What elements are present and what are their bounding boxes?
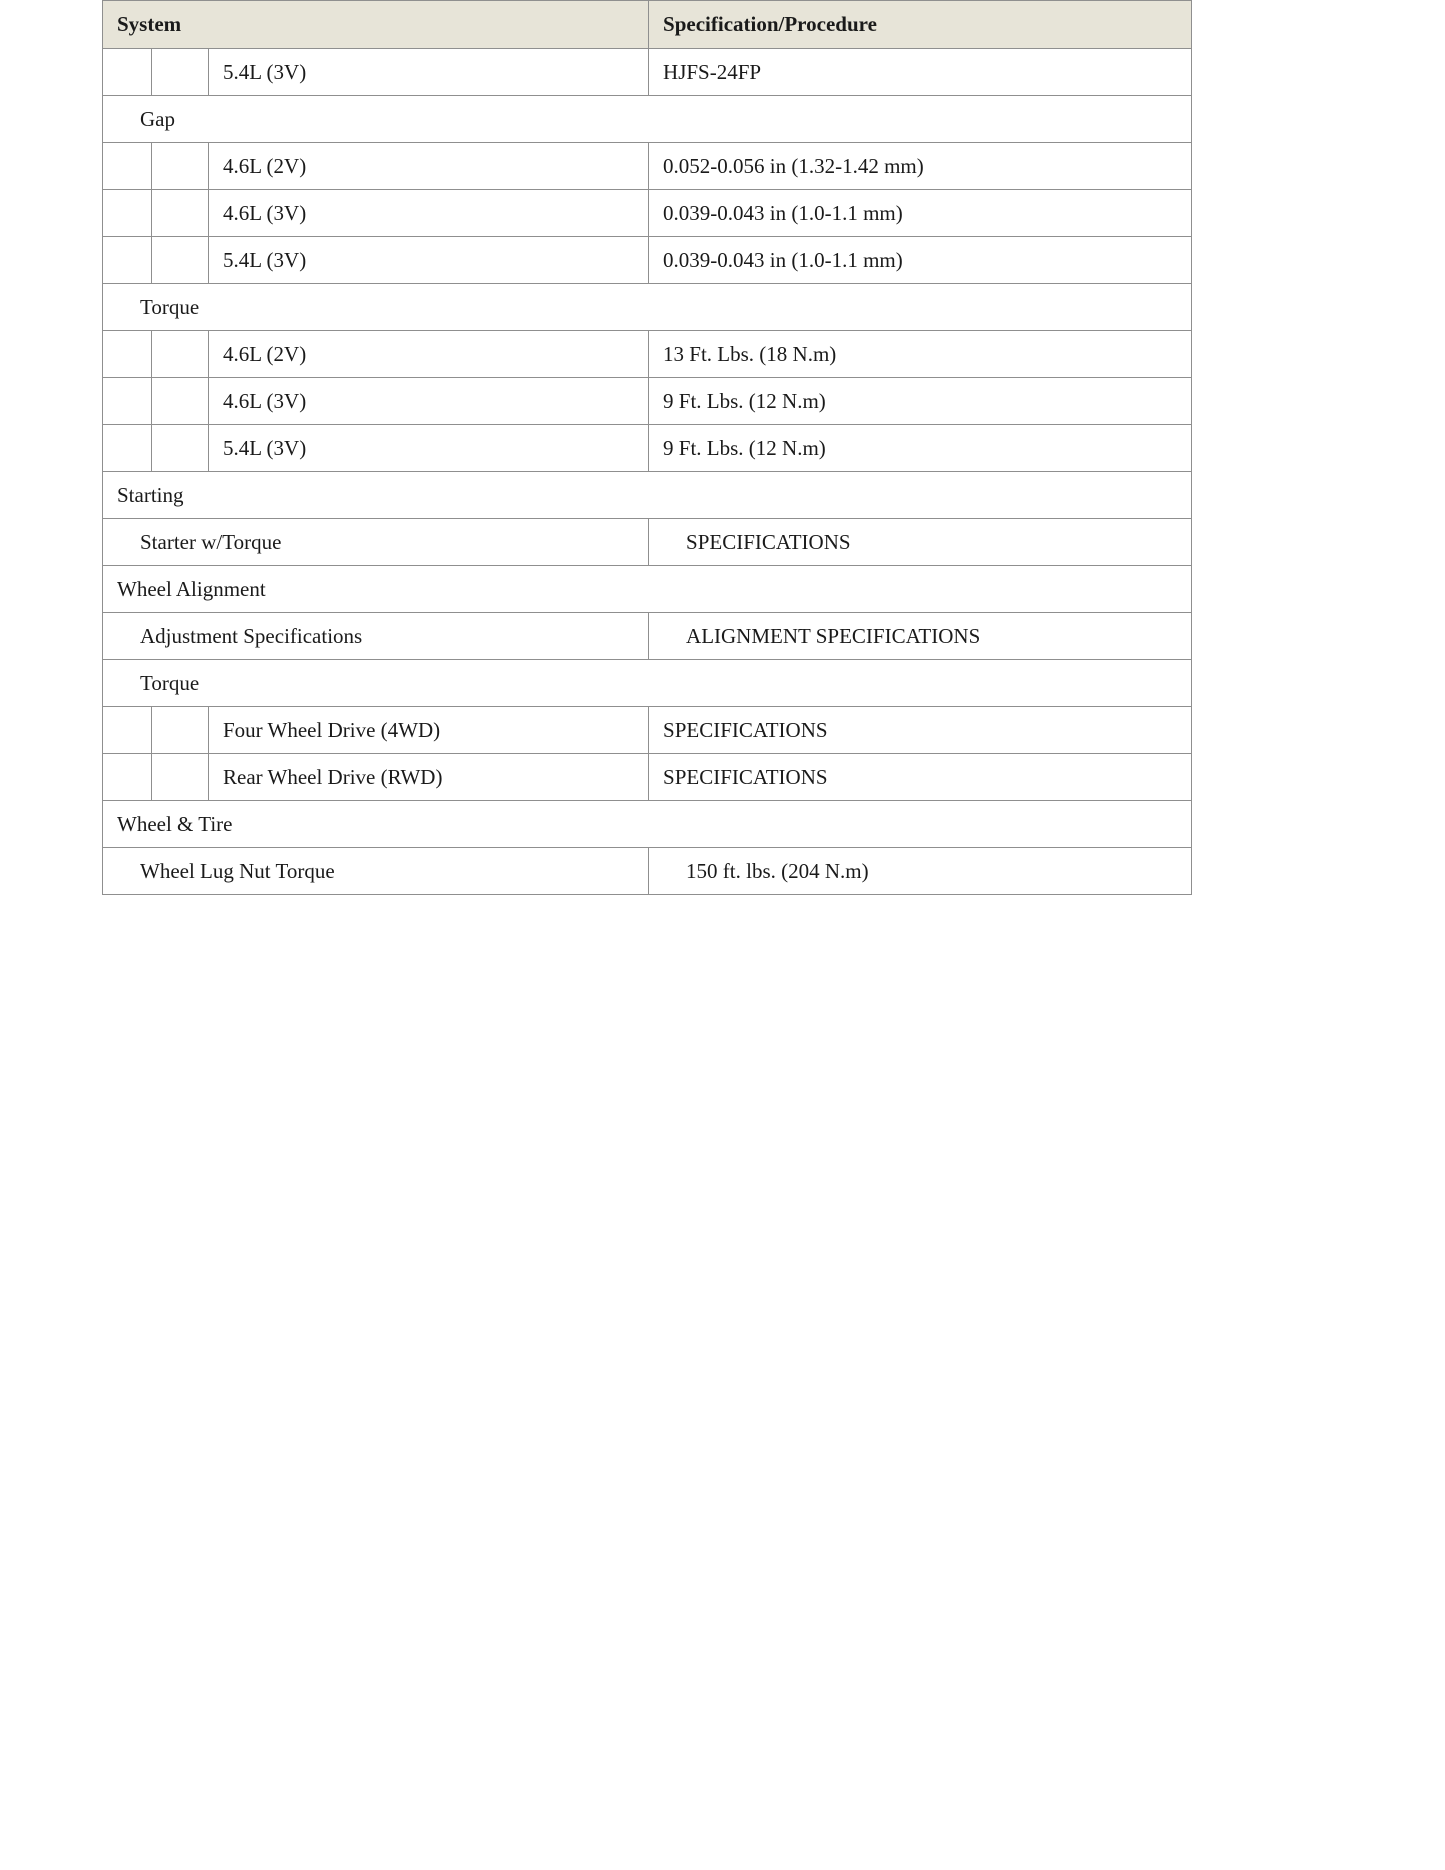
section-row [103, 801, 1192, 848]
detail-value: SPECIFICATIONS [649, 707, 1192, 754]
detail-label: 4.6L (3V) [209, 378, 649, 425]
indent-cell [103, 754, 152, 801]
header-row [103, 1, 1192, 49]
detail-row [103, 331, 1192, 378]
detail-row [103, 378, 1192, 425]
detail-row [103, 190, 1192, 237]
table-body [103, 49, 1192, 895]
indent-cell [103, 190, 152, 237]
indent-cell [152, 49, 209, 96]
section-label: Starting [103, 472, 1192, 519]
subheading-label: Gap [103, 96, 1192, 143]
detail-row [103, 237, 1192, 284]
item-row [103, 848, 1192, 895]
detail-value: 9 Ft. Lbs. (12 N.m) [649, 378, 1192, 425]
indent-cell [152, 237, 209, 284]
detail-row [103, 143, 1192, 190]
indent-cell [152, 190, 209, 237]
item-label: Starter w/Torque [103, 519, 649, 566]
section-label: Wheel Alignment [103, 566, 1192, 613]
item-label: Adjustment Specifications [103, 613, 649, 660]
item-row [103, 519, 1192, 566]
indent-cell [152, 378, 209, 425]
detail-label: Four Wheel Drive (4WD) [209, 707, 649, 754]
indent-cell [152, 754, 209, 801]
detail-row [103, 49, 1192, 96]
detail-value: 0.039-0.043 in (1.0-1.1 mm) [649, 237, 1192, 284]
spec-column-header: Specification/Procedure [649, 1, 1192, 49]
item-value: SPECIFICATIONS [649, 519, 1192, 566]
indent-cell [152, 143, 209, 190]
specifications-table [102, 0, 1192, 895]
indent-cell [103, 331, 152, 378]
indent-cell [152, 425, 209, 472]
detail-value: 0.052-0.056 in (1.32-1.42 mm) [649, 143, 1192, 190]
system-column-header: System [103, 1, 649, 49]
item-value: ALIGNMENT SPECIFICATIONS [649, 613, 1192, 660]
detail-row [103, 425, 1192, 472]
indent-cell [103, 49, 152, 96]
subheading-label: Torque [103, 284, 1192, 331]
detail-label: 5.4L (3V) [209, 425, 649, 472]
subheading-row [103, 284, 1192, 331]
section-row [103, 566, 1192, 613]
subheading-label: Torque [103, 660, 1192, 707]
item-label: Wheel Lug Nut Torque [103, 848, 649, 895]
indent-cell [152, 707, 209, 754]
subheading-row [103, 96, 1192, 143]
indent-cell [103, 143, 152, 190]
item-value: 150 ft. lbs. (204 N.m) [649, 848, 1192, 895]
detail-value: SPECIFICATIONS [649, 754, 1192, 801]
detail-row [103, 707, 1192, 754]
indent-cell [103, 707, 152, 754]
detail-value: 13 Ft. Lbs. (18 N.m) [649, 331, 1192, 378]
detail-label: Rear Wheel Drive (RWD) [209, 754, 649, 801]
indent-cell [103, 237, 152, 284]
item-row [103, 613, 1192, 660]
detail-label: 4.6L (3V) [209, 190, 649, 237]
section-label: Wheel & Tire [103, 801, 1192, 848]
subheading-row [103, 660, 1192, 707]
detail-label: 5.4L (3V) [209, 49, 649, 96]
section-row [103, 472, 1192, 519]
indent-cell [152, 331, 209, 378]
detail-value: 0.039-0.043 in (1.0-1.1 mm) [649, 190, 1192, 237]
detail-row [103, 754, 1192, 801]
detail-label: 4.6L (2V) [209, 143, 649, 190]
indent-cell [103, 378, 152, 425]
detail-label: 4.6L (2V) [209, 331, 649, 378]
detail-value: HJFS-24FP [649, 49, 1192, 96]
detail-value: 9 Ft. Lbs. (12 N.m) [649, 425, 1192, 472]
indent-cell [103, 425, 152, 472]
detail-label: 5.4L (3V) [209, 237, 649, 284]
table-header [103, 1, 1192, 49]
